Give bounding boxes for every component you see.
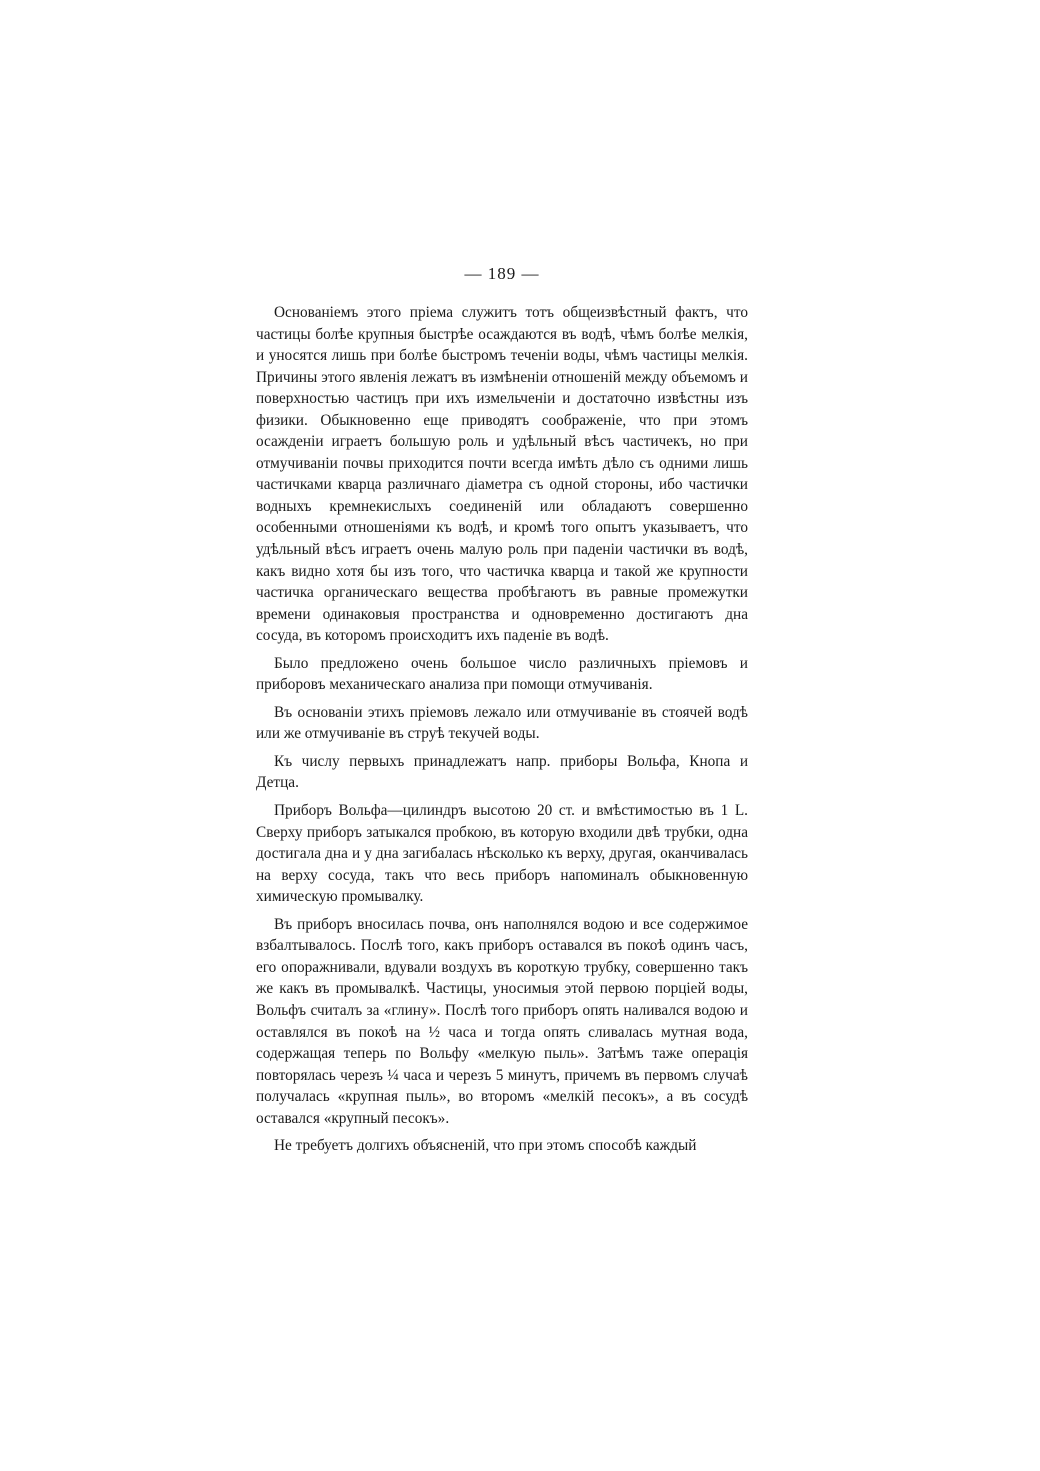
body-text — [256, 302, 748, 1157]
paragraph: Приборъ Вольфа—цилиндръ высотою 20 ст. и вмѣстимостью въ 1 L. Сверху приборъ затыкался пробкою, въ которую входили двѣ трубки, одна достигала дна и у дна загибалась нѣсколько къ верху, другая, оканчивалась на верху сосуда, такъ что весь приборъ напоминалъ обыкновенную химическую промывалку. — [256, 802, 748, 906]
document-page — [256, 262, 748, 1163]
paragraph: Къ числу первыхъ принадлежатъ напр. приборы Вольфа, Кнопа и Детца. — [256, 752, 748, 792]
paragraph: Основаніемъ этого пріема служитъ тотъ общеизвѣстный фактъ, что частицы болѣе крупныя быстрѣе осаждаются въ водѣ, чѣмъ болѣе мелкія, и уносятся лишь при болѣе быстромъ теченіи воды, чѣмъ частицы мелкія. Причины этого явленія лежатъ въ измѣненіи отношеній между объемомъ и поверхностью частицъ при ихъ измельченіи и достаточно извѣстны изъ физики. Обыкновенно еще приводятъ соображеніе, что при этомъ осажденіи играетъ большую роль и удѣльный вѣсъ частичекъ, но при отмучиваніи почвы приходится почти всегда имѣть дѣло съ одними лишь частичками кварца различнаго діаметра съ одной стороны, ибо частички водныхъ кремнекислыхъ соединеній или обладаютъ совершенно особенными отношеніями къ водѣ, и кромѣ того опытъ указываетъ, что удѣльный вѣсъ играетъ очень малую роль при паденіи частички въ водѣ, какъ видно хотя бы изъ того, что частичка кварца и такой же крупности частичка органическаго вещества пробѣгаютъ въ равные промежутки времени одинаковыя пространства и одновременно достигаютъ дна сосуда, въ которомъ происходитъ ихъ паденіе въ водѣ. — [256, 304, 748, 645]
page-number: — 189 — — [464, 264, 540, 283]
paragraph: Не требуетъ долгихъ объясненій, что при этомъ способѣ каждый — [274, 1137, 697, 1155]
paragraph: Было предложено очень большое число различныхъ пріемовъ и приборовъ механическаго анализа при помощи отмучиванія. — [256, 654, 748, 694]
paragraph: Въ приборъ вносилась почва, онъ наполнялся водою и все содержимое взбалтывалось. Послѣ того, какъ приборъ оставался въ покоѣ одинъ часъ, его опоражнивали, вдували воздухъ въ короткую трубку, совершенно такъ же какъ въ промывалкѣ. Частицы, уносимыя этой первою порціей воды, Вольфъ считалъ за «глину». Послѣ того приборъ опять наливался водою и оставлялся въ покоѣ на ½ часа и тогда опять сливалась мутная вода, содержащая теперь по Вольфу «мелкую пыль». Затѣмъ таже операція повторялась черезъ ¼ часа и черезъ 5 минутъ, причемъ въ первомъ случаѣ получалась «крупная пыль», во второмъ «мелкій песокъ», а въ сосудѣ оставался «крупный песокъ». — [256, 915, 748, 1127]
paragraph: Въ основаніи этихъ пріемовъ лежало или отмучиваніе въ стоячей водѣ или же отмучиваніе въ струѣ текучей воды. — [256, 703, 748, 743]
